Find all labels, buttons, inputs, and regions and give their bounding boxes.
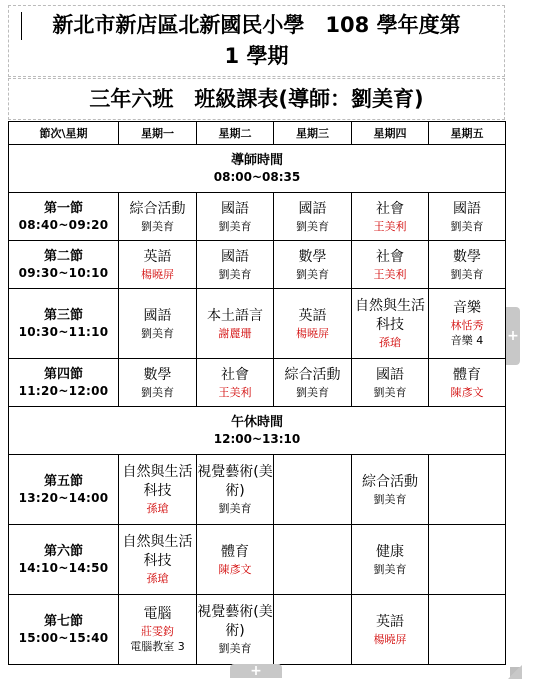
period-time: 08:40~09:20 (18, 217, 109, 232)
teacher-name: 謝麗珊 (218, 326, 252, 340)
subject-name: 自然與生活科技 (122, 464, 193, 499)
class-cell[interactable] (197, 289, 274, 359)
class-cell[interactable] (352, 525, 429, 595)
subject-name: 英語 (376, 613, 404, 630)
text-cursor (21, 12, 22, 40)
subject-name: 音樂 (453, 300, 481, 316)
class-cell[interactable] (352, 455, 429, 525)
subject-name: 數學 (298, 248, 327, 265)
class-cell[interactable] (197, 193, 274, 241)
period-time: 10:30~11:10 (18, 324, 109, 339)
period-time: 09:30~10:10 (18, 265, 109, 280)
class-cell[interactable] (274, 455, 352, 525)
class-cell[interactable] (119, 595, 197, 665)
class-cell[interactable] (119, 359, 197, 407)
class-cell[interactable] (197, 241, 274, 289)
class-cell[interactable] (119, 289, 197, 359)
subject-name: 國語 (221, 248, 249, 265)
period-name: 第七節 (43, 613, 83, 629)
class-cell[interactable] (119, 193, 197, 241)
lunch-time-cell (9, 407, 506, 455)
teacher-name: 王美利 (373, 219, 407, 233)
class-subtitle-text: 三年六班 班級課表(導師：劉美育) (89, 87, 424, 111)
period-name: 第三節 (43, 307, 83, 323)
room-info: 電腦教室 3 (130, 640, 185, 653)
side-expand-button[interactable] (506, 307, 520, 365)
teacher-name: 楊曉屏 (373, 632, 407, 646)
subject-name: 綜合活動 (362, 473, 418, 490)
table-row (9, 289, 506, 359)
title-line-2: 1 學期 (224, 44, 289, 68)
subject-name: 數學 (143, 366, 172, 383)
header-period: 節次\星期 (9, 122, 119, 145)
table-row (9, 193, 506, 241)
teacher-name: 林恬秀 (450, 319, 484, 332)
class-cell[interactable] (197, 595, 274, 665)
subject-name: 體育 (221, 543, 249, 560)
subject-name: 綜合活動 (284, 366, 341, 383)
teacher-name: 劉美育 (141, 385, 174, 399)
header-tuesday: 星期二 (197, 122, 274, 145)
subject-name: 英語 (143, 248, 172, 265)
teacher-name: 劉美育 (218, 219, 252, 233)
plus-icon: + (250, 663, 262, 679)
teacher-name: 王美利 (373, 267, 407, 281)
period-name: 第一節 (43, 200, 83, 216)
school-title[interactable] (8, 5, 505, 77)
class-cell[interactable] (429, 455, 506, 525)
class-cell[interactable] (119, 241, 197, 289)
subject-name: 健康 (376, 543, 404, 560)
subject-name: 英語 (298, 307, 327, 324)
subject-name: 視覺藝術(美術) (197, 604, 273, 639)
teacher-name: 孫瑲 (146, 502, 169, 515)
class-cell[interactable] (197, 455, 274, 525)
class-cell[interactable] (197, 359, 274, 407)
class-cell[interactable] (429, 359, 506, 407)
teacher-name: 劉美育 (218, 642, 252, 655)
class-cell[interactable] (429, 241, 506, 289)
teacher-name: 楊曉屏 (141, 267, 174, 281)
header-thursday: 星期四 (352, 122, 429, 145)
lunch-time-label: 午休時間 (230, 414, 283, 430)
subject-name: 國語 (376, 366, 404, 383)
teacher-name: 劉美育 (218, 502, 252, 515)
mentor-time-cell (9, 145, 506, 193)
header-row (9, 122, 506, 145)
subject-name: 本土語言 (207, 307, 263, 324)
teacher-name: 劉美育 (141, 326, 174, 340)
period-time: 15:00~15:40 (18, 630, 109, 645)
table-row (9, 595, 506, 665)
teacher-name: 陳彥文 (450, 385, 484, 399)
class-cell[interactable] (274, 241, 352, 289)
lunch-time-time: 12:00~13:10 (213, 431, 301, 446)
class-cell[interactable] (429, 595, 506, 665)
class-cell[interactable] (274, 525, 352, 595)
class-cell[interactable] (119, 525, 197, 595)
table-row (9, 455, 506, 525)
teacher-name: 孫瑲 (379, 336, 401, 349)
bottom-expand-button[interactable] (230, 664, 282, 678)
teacher-name: 劉美育 (296, 267, 329, 281)
mentor-time-row (9, 145, 506, 193)
subject-name: 綜合活動 (129, 200, 186, 217)
class-cell[interactable] (274, 193, 352, 241)
teacher-name: 劉美育 (296, 219, 329, 233)
subject-name: 自然與生活科技 (355, 298, 425, 333)
teacher-name: 孫瑲 (146, 572, 169, 585)
teacher-name: 莊雯鈞 (141, 625, 174, 638)
class-cell[interactable] (352, 241, 429, 289)
plus-icon: + (507, 328, 519, 344)
period-name: 第二節 (43, 248, 83, 264)
teacher-name: 王美利 (218, 385, 252, 399)
subject-name: 國語 (143, 307, 172, 324)
period-cell (9, 241, 119, 289)
subject-name: 社會 (376, 200, 404, 217)
period-cell (9, 455, 119, 525)
teacher-name: 楊曉屏 (296, 326, 329, 340)
subject-name: 視覺藝術(美術) (197, 464, 273, 499)
class-cell[interactable] (352, 289, 429, 359)
mentor-time-time: 08:00~08:35 (213, 169, 301, 184)
lunch-time-row (9, 407, 506, 455)
subject-name: 社會 (376, 248, 404, 265)
teacher-name: 劉美育 (296, 385, 329, 399)
period-cell (9, 359, 119, 407)
teacher-name: 陳彥文 (218, 562, 252, 576)
teacher-name: 劉美育 (218, 267, 252, 281)
subject-name: 國語 (298, 200, 327, 217)
teacher-name: 劉美育 (373, 385, 407, 399)
class-cell[interactable] (352, 359, 429, 407)
title-line-1: 新北市新店區北新國民小學 108 學年度第 (52, 13, 461, 37)
class-cell[interactable] (197, 525, 274, 595)
table-row (9, 525, 506, 595)
period-time: 13:20~14:00 (18, 490, 109, 505)
subject-name: 電腦 (143, 606, 172, 622)
period-cell (9, 193, 119, 241)
period-cell (9, 595, 119, 665)
resize-handle-icon[interactable] (508, 664, 522, 678)
period-time: 14:10~14:50 (18, 560, 109, 575)
schedule-table (8, 121, 506, 665)
class-cell[interactable] (429, 525, 506, 595)
subject-name: 數學 (453, 248, 481, 265)
class-cell[interactable] (352, 595, 429, 665)
subject-name: 體育 (453, 366, 481, 383)
period-cell (9, 289, 119, 359)
class-cell[interactable] (429, 289, 506, 359)
period-time: 11:20~12:00 (18, 383, 109, 398)
mentor-time-label: 導師時間 (230, 152, 283, 168)
subject-name: 國語 (221, 200, 249, 217)
header-wednesday: 星期三 (274, 122, 352, 145)
header-monday: 星期一 (119, 122, 197, 145)
resize-triangle-icon (508, 665, 522, 679)
room-info: 音樂 4 (450, 334, 484, 347)
teacher-name: 劉美育 (373, 492, 407, 506)
teacher-name: 劉美育 (450, 219, 484, 233)
class-subtitle[interactable] (8, 78, 505, 120)
class-cell[interactable] (274, 595, 352, 665)
header-friday: 星期五 (429, 122, 506, 145)
class-cell[interactable] (274, 289, 352, 359)
period-name: 第六節 (43, 543, 83, 559)
subject-name: 國語 (453, 200, 481, 217)
teacher-name: 劉美育 (373, 562, 407, 576)
teacher-name: 劉美育 (141, 219, 174, 233)
table-row (9, 359, 506, 407)
class-cell[interactable] (119, 455, 197, 525)
subject-name: 社會 (221, 366, 249, 383)
period-name: 第五節 (43, 473, 83, 489)
table-row (9, 241, 506, 289)
subject-name: 自然與生活科技 (122, 534, 193, 569)
period-cell (9, 525, 119, 595)
class-cell[interactable] (274, 359, 352, 407)
period-name: 第四節 (43, 366, 83, 382)
class-cell[interactable] (352, 193, 429, 241)
teacher-name: 劉美育 (450, 267, 484, 281)
class-cell[interactable] (429, 193, 506, 241)
